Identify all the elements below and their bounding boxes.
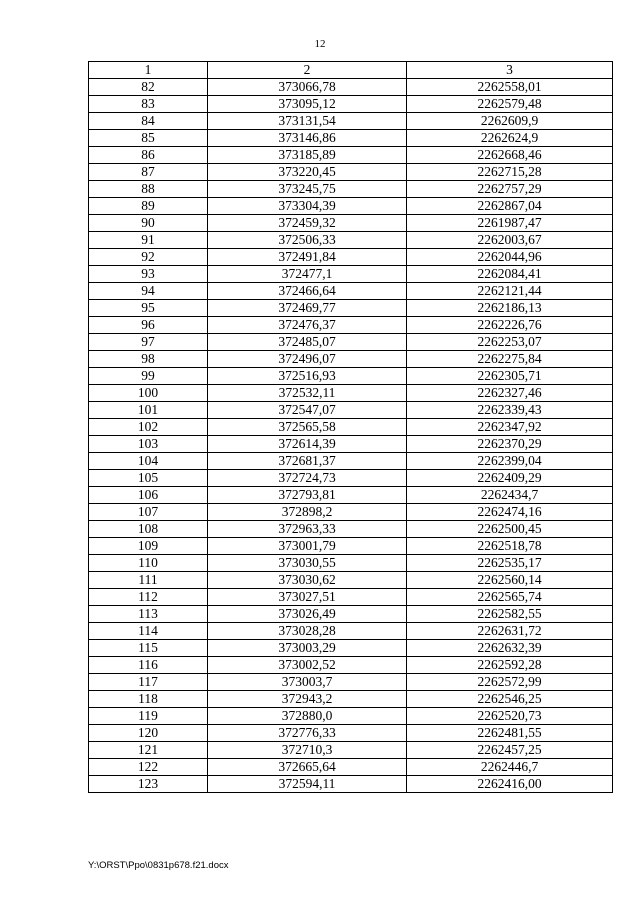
point-number-cell: 89 [89,198,208,215]
x-coordinate-cell: 372547,07 [208,402,407,419]
table-row [89,351,613,368]
y-coordinate-cell: 2262520,73 [407,708,613,725]
table-row [89,470,613,487]
y-coordinate-cell: 2262518,78 [407,538,613,555]
table-row [89,708,613,725]
point-number-cell: 85 [89,130,208,147]
point-number-cell: 107 [89,504,208,521]
table-row [89,266,613,283]
point-number-cell: 82 [89,79,208,96]
table-body [89,79,613,793]
table-row [89,759,613,776]
x-coordinate-cell: 373030,55 [208,555,407,572]
point-number-cell: 88 [89,181,208,198]
y-coordinate-cell: 2262535,17 [407,555,613,572]
y-coordinate-cell: 2262327,46 [407,385,613,402]
point-number-cell: 118 [89,691,208,708]
point-number-cell: 108 [89,521,208,538]
x-coordinate-cell: 372491,84 [208,249,407,266]
x-coordinate-cell: 373066,78 [208,79,407,96]
x-coordinate-cell: 372532,11 [208,385,407,402]
y-coordinate-cell: 2262399,04 [407,453,613,470]
table-row [89,674,613,691]
y-coordinate-cell: 2262546,25 [407,691,613,708]
coordinates-table [88,61,613,793]
point-number-cell: 93 [89,266,208,283]
point-number-cell: 123 [89,776,208,793]
x-coordinate-cell: 372477,1 [208,266,407,283]
table-row [89,232,613,249]
y-coordinate-cell: 2262560,14 [407,572,613,589]
x-coordinate-cell: 372516,93 [208,368,407,385]
y-coordinate-cell: 2261987,47 [407,215,613,232]
y-coordinate-cell: 2262572,99 [407,674,613,691]
point-number-cell: 103 [89,436,208,453]
table-header-row [89,62,613,79]
y-coordinate-cell: 2262558,01 [407,79,613,96]
point-number-cell: 120 [89,725,208,742]
y-coordinate-cell: 2262631,72 [407,623,613,640]
x-coordinate-cell: 372724,73 [208,470,407,487]
y-coordinate-cell: 2262275,84 [407,351,613,368]
point-number-cell: 106 [89,487,208,504]
point-number-cell: 90 [89,215,208,232]
table-row [89,436,613,453]
point-number-cell: 113 [89,606,208,623]
x-coordinate-cell: 373026,49 [208,606,407,623]
table-row [89,555,613,572]
point-number-cell: 91 [89,232,208,249]
point-number-cell: 115 [89,640,208,657]
x-coordinate-cell: 372485,07 [208,334,407,351]
y-coordinate-cell: 2262715,28 [407,164,613,181]
point-number-cell: 122 [89,759,208,776]
y-coordinate-cell: 2262253,07 [407,334,613,351]
y-coordinate-cell: 2262457,25 [407,742,613,759]
x-coordinate-cell: 373003,7 [208,674,407,691]
point-number-cell: 99 [89,368,208,385]
x-coordinate-cell: 372614,39 [208,436,407,453]
y-coordinate-cell: 2262632,39 [407,640,613,657]
table-row [89,776,613,793]
table-row [89,657,613,674]
point-number-cell: 86 [89,147,208,164]
table-row [89,742,613,759]
x-coordinate-cell: 373131,54 [208,113,407,130]
point-number-cell: 104 [89,453,208,470]
page-number: 12 [314,38,326,50]
table-row [89,572,613,589]
table-row [89,385,613,402]
table-row [89,453,613,470]
table-row [89,419,613,436]
point-number-cell: 119 [89,708,208,725]
x-coordinate-cell: 372681,37 [208,453,407,470]
point-number-cell: 114 [89,623,208,640]
x-coordinate-cell: 373003,29 [208,640,407,657]
x-coordinate-cell: 372469,77 [208,300,407,317]
x-coordinate-cell: 372476,37 [208,317,407,334]
table-row [89,640,613,657]
column-header-point-number: 1 [89,62,208,79]
y-coordinate-cell: 2262347,92 [407,419,613,436]
x-coordinate-cell: 373028,28 [208,623,407,640]
y-coordinate-cell: 2262370,29 [407,436,613,453]
point-number-cell: 98 [89,351,208,368]
column-header-y: 3 [407,62,613,79]
y-coordinate-cell: 2262186,13 [407,300,613,317]
point-number-cell: 117 [89,674,208,691]
table-row [89,504,613,521]
point-number-cell: 101 [89,402,208,419]
point-number-cell: 100 [89,385,208,402]
x-coordinate-cell: 372793,81 [208,487,407,504]
y-coordinate-cell: 2262867,04 [407,198,613,215]
y-coordinate-cell: 2262474,16 [407,504,613,521]
table-row [89,198,613,215]
y-coordinate-cell: 2262084,41 [407,266,613,283]
y-coordinate-cell: 2262565,74 [407,589,613,606]
table-row [89,215,613,232]
x-coordinate-cell: 373185,89 [208,147,407,164]
point-number-cell: 116 [89,657,208,674]
table-row [89,691,613,708]
point-number-cell: 83 [89,96,208,113]
point-number-cell: 94 [89,283,208,300]
table-row [89,589,613,606]
y-coordinate-cell: 2262624,9 [407,130,613,147]
x-coordinate-cell: 372665,64 [208,759,407,776]
y-coordinate-cell: 2262305,71 [407,368,613,385]
x-coordinate-cell: 373001,79 [208,538,407,555]
x-coordinate-cell: 373002,52 [208,657,407,674]
column-header-x: 2 [208,62,407,79]
x-coordinate-cell: 373027,51 [208,589,407,606]
point-number-cell: 102 [89,419,208,436]
x-coordinate-cell: 372943,2 [208,691,407,708]
x-coordinate-cell: 372880,0 [208,708,407,725]
y-coordinate-cell: 2262121,44 [407,283,613,300]
point-number-cell: 121 [89,742,208,759]
y-coordinate-cell: 2262409,29 [407,470,613,487]
y-coordinate-cell: 2262003,67 [407,232,613,249]
x-coordinate-cell: 372506,33 [208,232,407,249]
y-coordinate-cell: 2262609,9 [407,113,613,130]
y-coordinate-cell: 2262226,76 [407,317,613,334]
point-number-cell: 109 [89,538,208,555]
table-row [89,538,613,555]
x-coordinate-cell: 373146,86 [208,130,407,147]
table-row [89,368,613,385]
y-coordinate-cell: 2262481,55 [407,725,613,742]
table-row [89,164,613,181]
x-coordinate-cell: 372963,33 [208,521,407,538]
x-coordinate-cell: 373304,39 [208,198,407,215]
x-coordinate-cell: 372898,2 [208,504,407,521]
point-number-cell: 111 [89,572,208,589]
point-number-cell: 87 [89,164,208,181]
table-row [89,606,613,623]
point-number-cell: 97 [89,334,208,351]
table-row [89,402,613,419]
y-coordinate-cell: 2262500,45 [407,521,613,538]
table-row [89,79,613,96]
y-coordinate-cell: 2262668,46 [407,147,613,164]
point-number-cell: 110 [89,555,208,572]
point-number-cell: 84 [89,113,208,130]
y-coordinate-cell: 2262416,00 [407,776,613,793]
y-coordinate-cell: 2262339,43 [407,402,613,419]
x-coordinate-cell: 372776,33 [208,725,407,742]
table-row [89,487,613,504]
table-row [89,623,613,640]
x-coordinate-cell: 372466,64 [208,283,407,300]
table-row [89,317,613,334]
footer-file-path: Y:\ORST\Ppo\0831p678.f21.docx [88,860,229,871]
table-row [89,130,613,147]
table-row [89,147,613,164]
y-coordinate-cell: 2262757,29 [407,181,613,198]
y-coordinate-cell: 2262434,7 [407,487,613,504]
y-coordinate-cell: 2262592,28 [407,657,613,674]
x-coordinate-cell: 372710,3 [208,742,407,759]
point-number-cell: 92 [89,249,208,266]
x-coordinate-cell: 372594,11 [208,776,407,793]
y-coordinate-cell: 2262446,7 [407,759,613,776]
table-row [89,334,613,351]
table-row [89,521,613,538]
y-coordinate-cell: 2262582,55 [407,606,613,623]
x-coordinate-cell: 373245,75 [208,181,407,198]
point-number-cell: 96 [89,317,208,334]
table-row [89,113,613,130]
x-coordinate-cell: 373030,62 [208,572,407,589]
table-row [89,725,613,742]
x-coordinate-cell: 372496,07 [208,351,407,368]
table-row [89,96,613,113]
y-coordinate-cell: 2262044,96 [407,249,613,266]
x-coordinate-cell: 372459,32 [208,215,407,232]
table-row [89,300,613,317]
table-row [89,181,613,198]
x-coordinate-cell: 373220,45 [208,164,407,181]
x-coordinate-cell: 372565,58 [208,419,407,436]
table-row [89,283,613,300]
table-row [89,249,613,266]
point-number-cell: 112 [89,589,208,606]
x-coordinate-cell: 373095,12 [208,96,407,113]
y-coordinate-cell: 2262579,48 [407,96,613,113]
point-number-cell: 105 [89,470,208,487]
point-number-cell: 95 [89,300,208,317]
